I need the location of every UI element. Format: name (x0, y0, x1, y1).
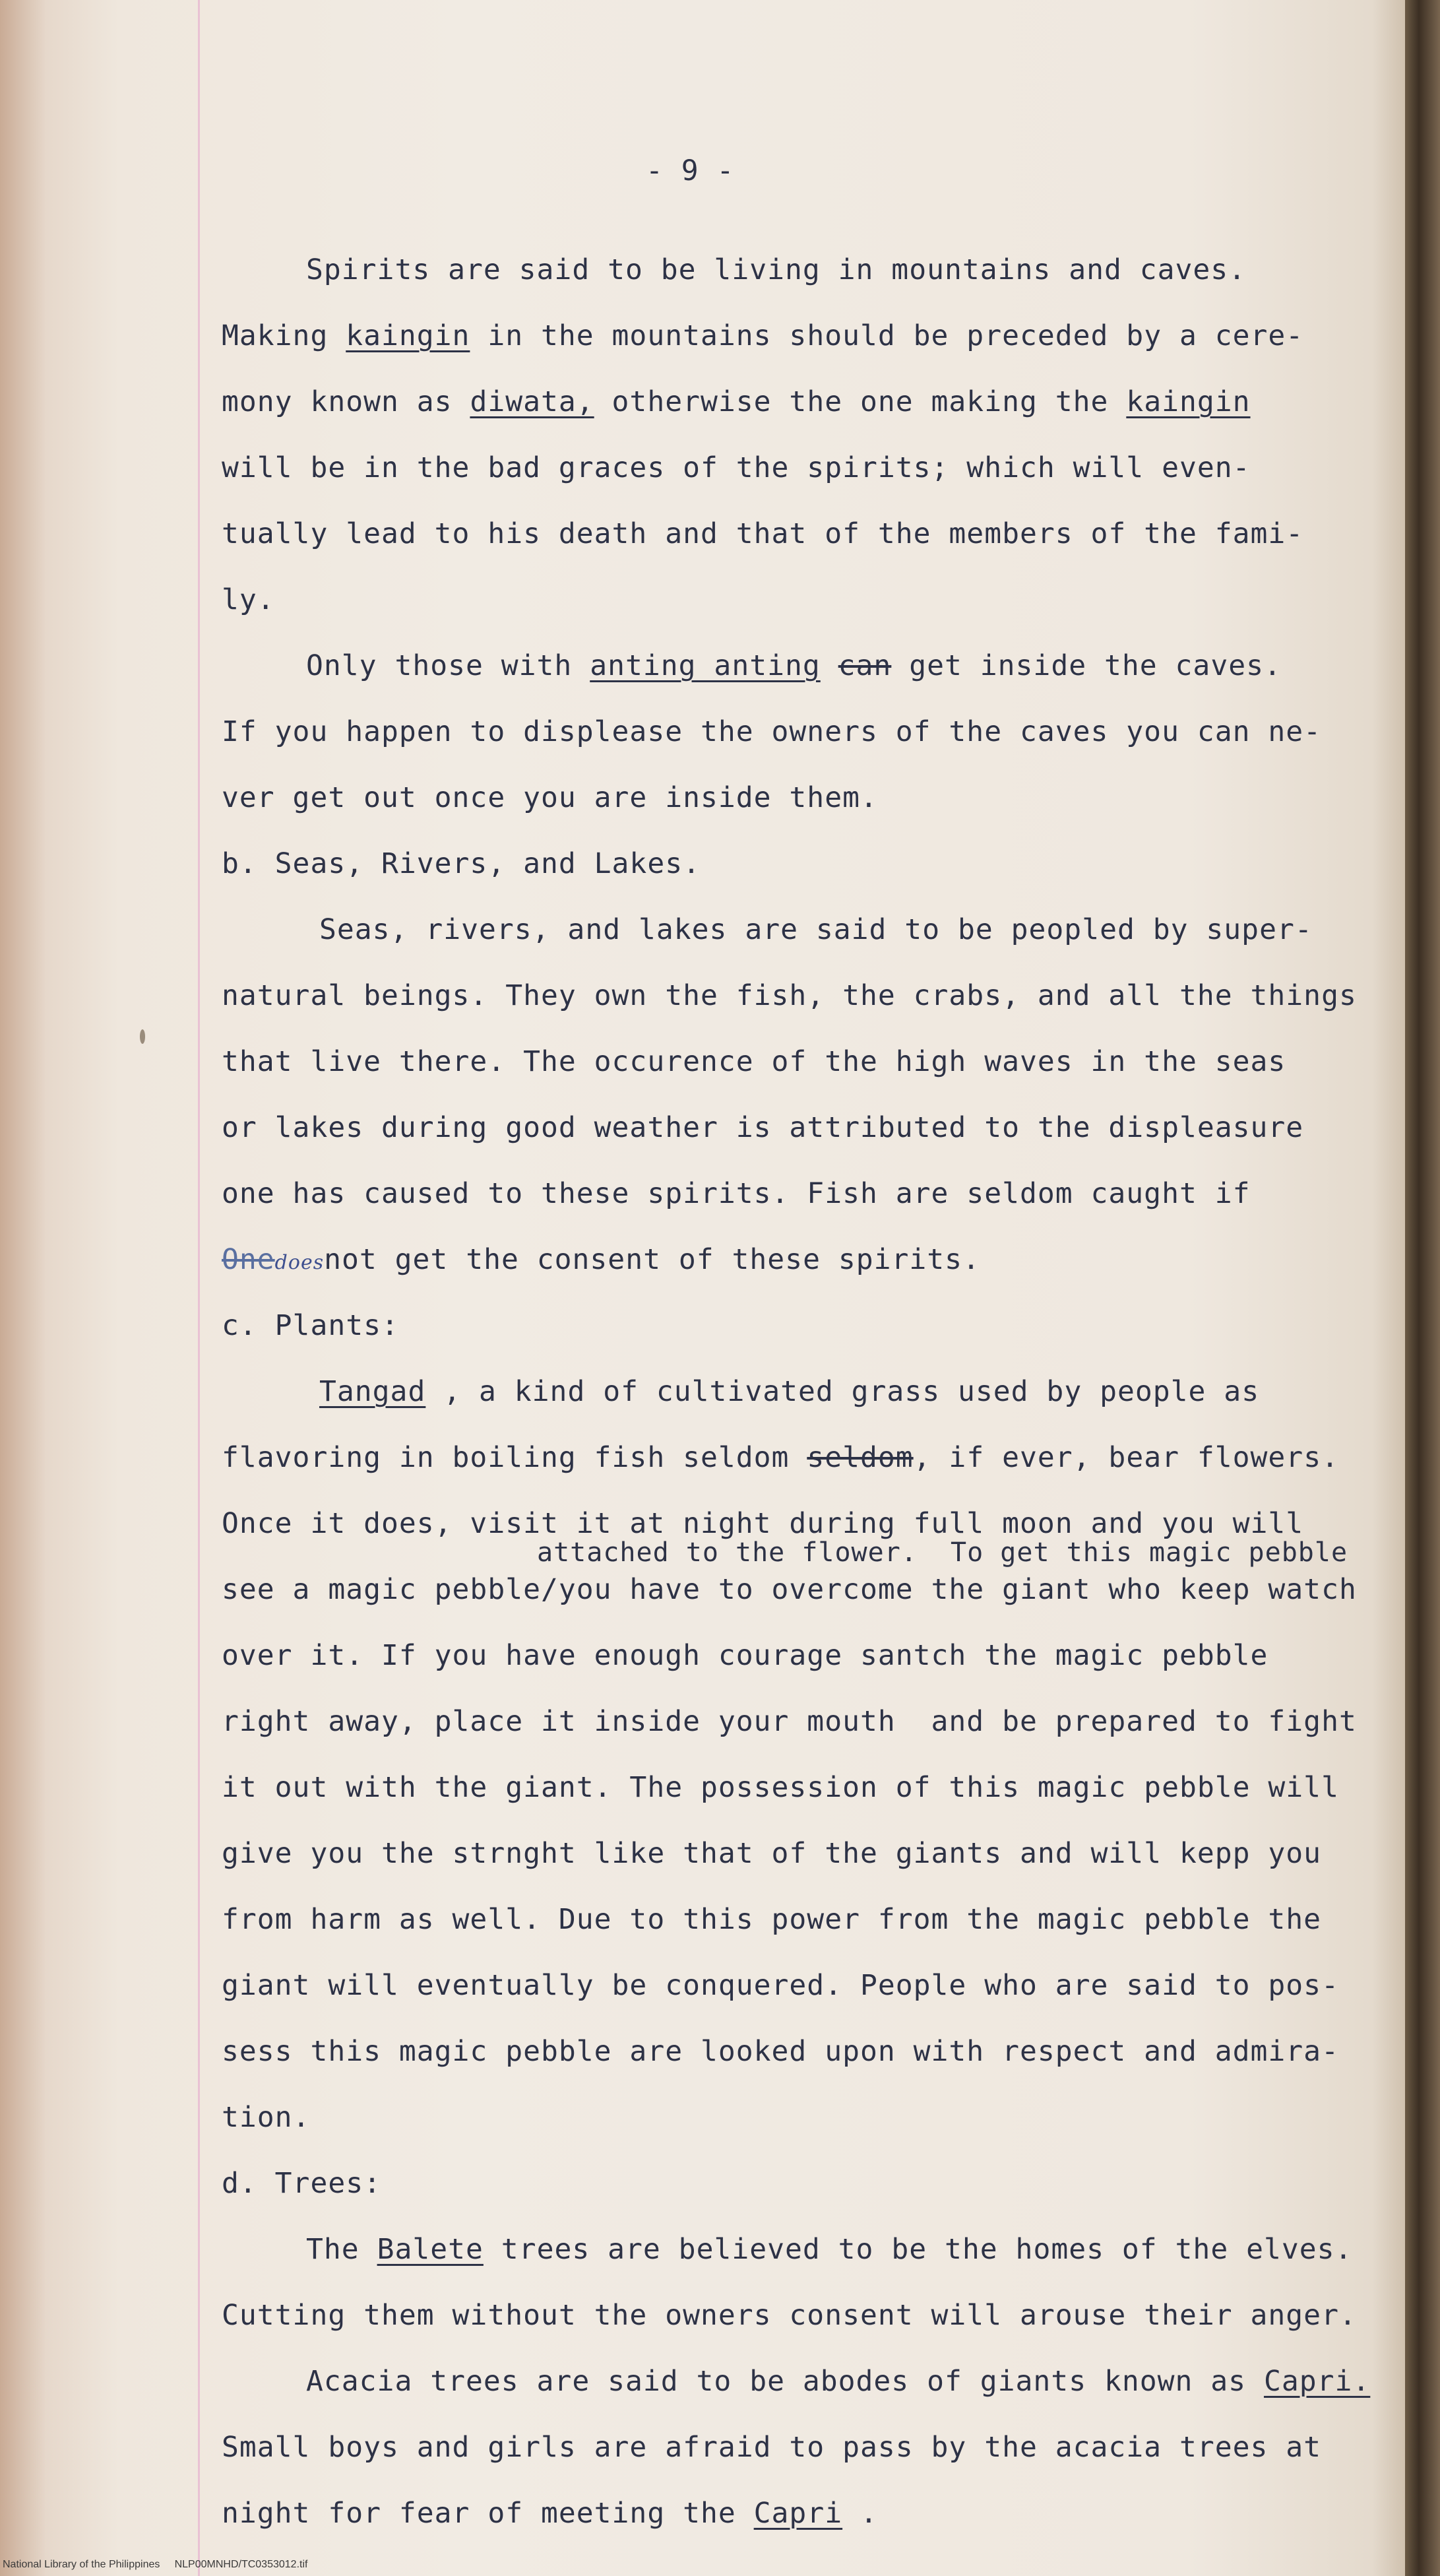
text-line: from harm as well. Due to this power from the magic pebble the (222, 1903, 1322, 1936)
paper-mark (140, 1029, 145, 1044)
text-line: over it. If you have enough courage santch the magic pebble (222, 1639, 1268, 1672)
section-heading-plants: c. Plants: (222, 1309, 399, 1342)
text-line: giant will eventually be conquered. People who are said to pos- (222, 1969, 1339, 2002)
text-line: one has caused to these spirits. Fish are seldom caught if (222, 1177, 1251, 1210)
text-line: Only those with anting anting can get inside the caves. (306, 649, 1282, 682)
inserted-text: attached to the flower. To get this magic pebble (537, 1537, 1348, 1568)
text-line: night for fear of meeting the Capri . (222, 2497, 878, 2530)
text-line: or lakes during good weather is attributed to the displeasure (222, 1111, 1304, 1144)
text-line: Onedoesnot get the consent of these spirits. (222, 1243, 980, 1276)
text-line: Seas, rivers, and lakes are said to be peopled by super- (319, 913, 1313, 946)
text-line: ver get out once you are inside them. (222, 781, 878, 814)
text-line: give you the strnght like that of the giants and will kepp you (222, 1837, 1322, 1870)
text-line: natural beings. They own the fish, the crabs, and all the things (222, 979, 1357, 1012)
margin-rule (198, 0, 200, 2576)
text-line: sess this magic pebble are looked upon with respect and admira- (222, 2035, 1339, 2068)
binding-edge (1405, 0, 1440, 2576)
text-line: Acacia trees are said to be abodes of giants known as Capri. (306, 2365, 1371, 2398)
section-heading-seas: b. Seas, Rivers, and Lakes. (222, 847, 701, 880)
text-line: If you happen to displease the owners of the caves you can ne- (222, 715, 1322, 748)
text-line: right away, place it inside your mouth and be prepared to fight (222, 1705, 1357, 1738)
text-line: tually lead to his death and that of the members of the fami- (222, 517, 1304, 550)
text-line: Small boys and girls are afraid to pass by the acacia trees at (222, 2431, 1322, 2464)
text-line: Once it does, visit it at night during full moon and you will (222, 1507, 1304, 1540)
text-line: Spirits are said to be living in mountains and caves. (306, 253, 1247, 286)
section-heading-trees: d. Trees: (222, 2167, 381, 2200)
text-line: ly. (222, 583, 275, 616)
archive-footer: National Library of the Philippines NLP00MNHD/TC0353012.tif (3, 2559, 308, 2570)
text-line: Making kaingin in the mountains should be preceded by a cere- (222, 319, 1304, 352)
text-line: The Balete trees are believed to be the homes of the elves. (306, 2233, 1353, 2266)
page-number: - 9 - (646, 154, 735, 187)
text-line: it out with the giant. The possession of this magic pebble will (222, 1771, 1339, 1804)
text-line: that live there. The occurence of the high waves in the seas (222, 1045, 1286, 1078)
text-line: mony known as diwata, otherwise the one making the kaingin (222, 385, 1251, 418)
text-line: Cutting them without the owners consent will arouse their anger. (222, 2299, 1357, 2332)
text-line: tion. (222, 2101, 311, 2134)
text-line: Tangad , a kind of cultivated grass used by people as (319, 1375, 1260, 1408)
text-line: see a magic pebble/you have to overcome the giant who keep watch (222, 1573, 1357, 1606)
text-line: flavoring in boiling fish seldom seldom, if ever, bear flowers. (222, 1441, 1339, 1474)
text-line: will be in the bad graces of the spirits; which will even- (222, 451, 1251, 484)
